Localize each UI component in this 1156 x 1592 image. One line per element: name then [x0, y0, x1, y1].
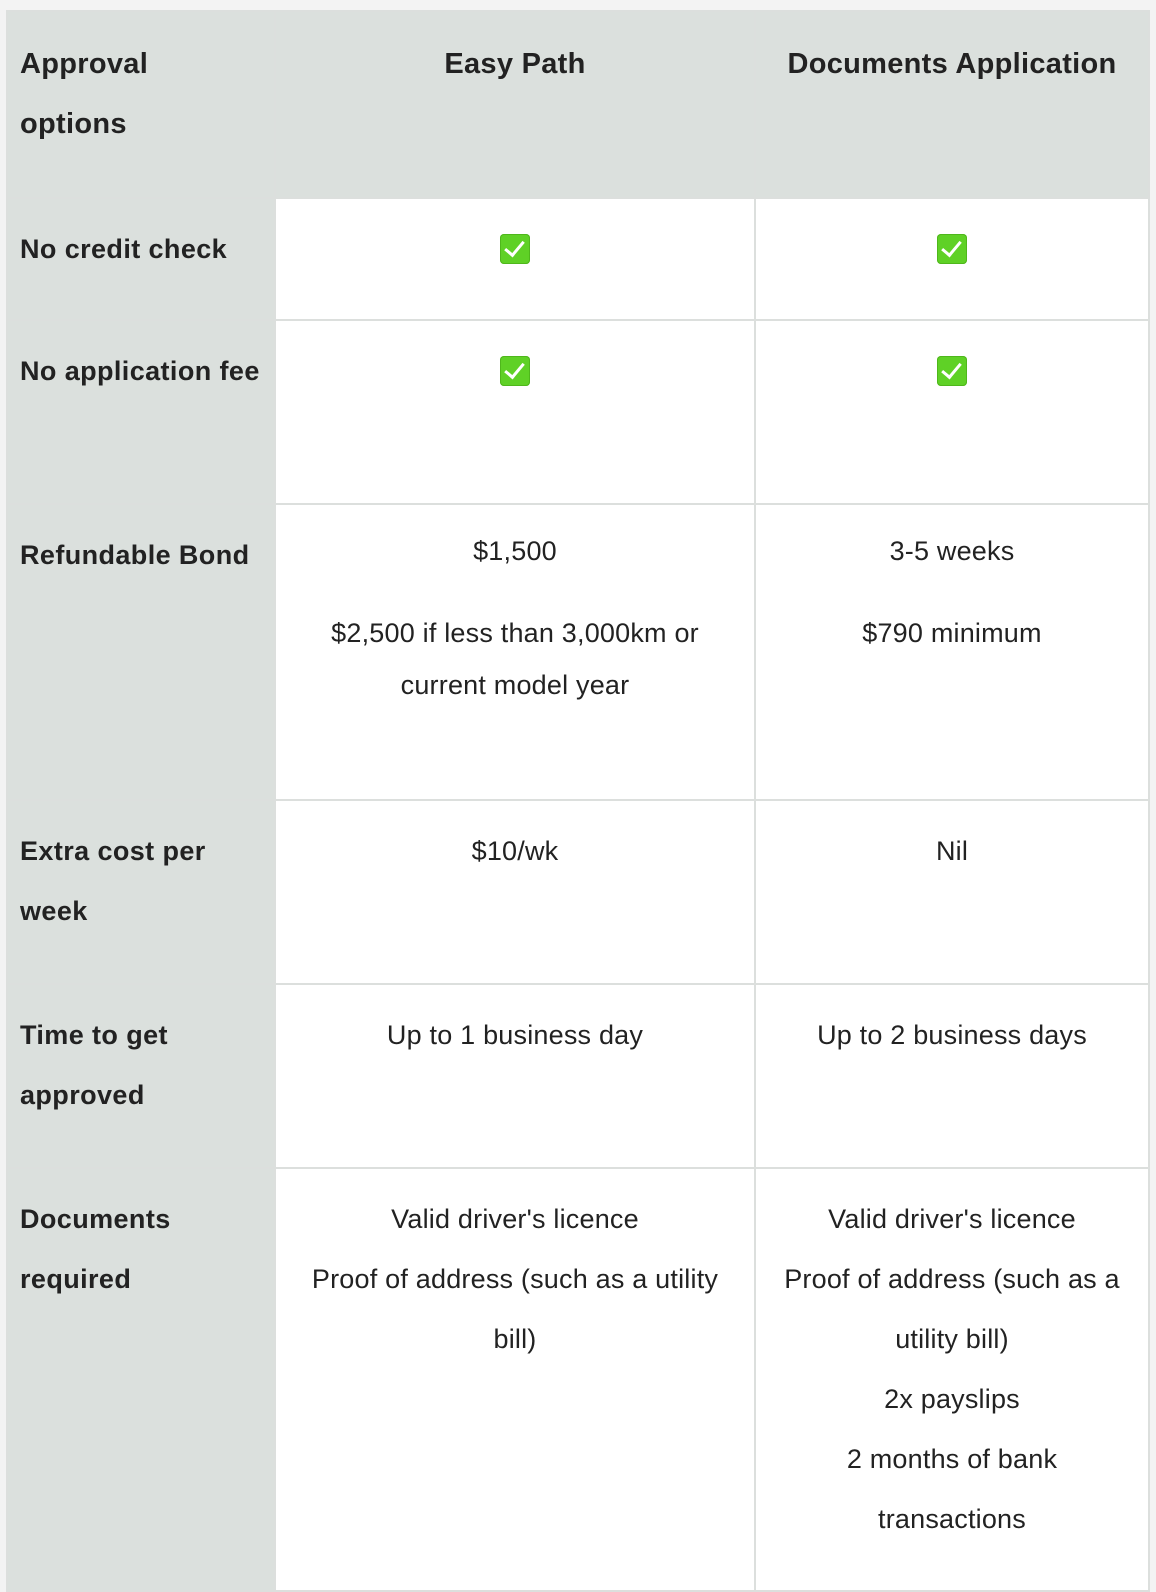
- row-label-no-application-fee: No application fee: [7, 320, 275, 504]
- document-item: Proof of address (such as a utility bill): [784, 1264, 1120, 1354]
- comparison-table: [6, 10, 1150, 1592]
- docs-bond-duration: 3-5 weeks: [889, 536, 1015, 566]
- green-check-icon: [937, 234, 967, 264]
- easy-refundable-bond-cell: [275, 504, 755, 800]
- document-item: 2 months of bank transactions: [846, 1444, 1058, 1534]
- docs-documents-cell: [755, 1168, 1149, 1591]
- docs-no-application-fee-cell: [755, 320, 1149, 504]
- row-documents-required: [7, 1168, 1149, 1591]
- docs-time-cell: Up to 2 business days: [755, 984, 1149, 1168]
- easy-documents-cell: [275, 1168, 755, 1591]
- row-label-documents-required: Documents required: [7, 1168, 275, 1591]
- row-no-application-fee: [7, 320, 1149, 504]
- document-item: 2x payslips: [884, 1384, 1020, 1414]
- green-check-icon: [500, 234, 530, 264]
- green-check-icon: [937, 356, 967, 386]
- docs-refundable-bond-cell: [755, 504, 1149, 800]
- easy-bond-condition: $2,500 if less than 3,000km or current model year: [331, 618, 699, 700]
- row-extra-cost-per-week: [7, 800, 1149, 984]
- easy-time-cell: Up to 1 business day: [275, 984, 755, 1168]
- easy-no-application-fee-cell: [275, 320, 755, 504]
- row-label-time-to-get-approved: Time to get approved: [7, 984, 275, 1168]
- row-time-to-get-approved: [7, 984, 1149, 1168]
- row-refundable-bond: [7, 504, 1149, 800]
- row-label-no-credit-check: No credit check: [7, 198, 275, 320]
- row-no-credit-check: [7, 198, 1149, 320]
- document-item: Proof of address (such as a utility bill): [311, 1264, 719, 1354]
- header-row: [7, 11, 1149, 198]
- document-item: Valid driver's licence: [391, 1204, 639, 1234]
- green-check-icon: [500, 356, 530, 386]
- row-label-refundable-bond: Refundable Bond: [7, 504, 275, 800]
- header-documents-application: Documents Application: [755, 11, 1149, 198]
- header-approval-options: Approval options: [7, 11, 275, 198]
- header-easy-path: Easy Path: [275, 11, 755, 198]
- document-item: Valid driver's licence: [828, 1204, 1076, 1234]
- docs-bond-minimum: $790 minimum: [862, 618, 1042, 648]
- docs-no-credit-check-cell: [755, 198, 1149, 320]
- row-label-extra-cost-per-week: Extra cost per week: [7, 800, 275, 984]
- easy-bond-amount: $1,500: [473, 536, 557, 566]
- easy-no-credit-check-cell: [275, 198, 755, 320]
- docs-extra-cost-cell: Nil: [755, 800, 1149, 984]
- easy-extra-cost-cell: $10/wk: [275, 800, 755, 984]
